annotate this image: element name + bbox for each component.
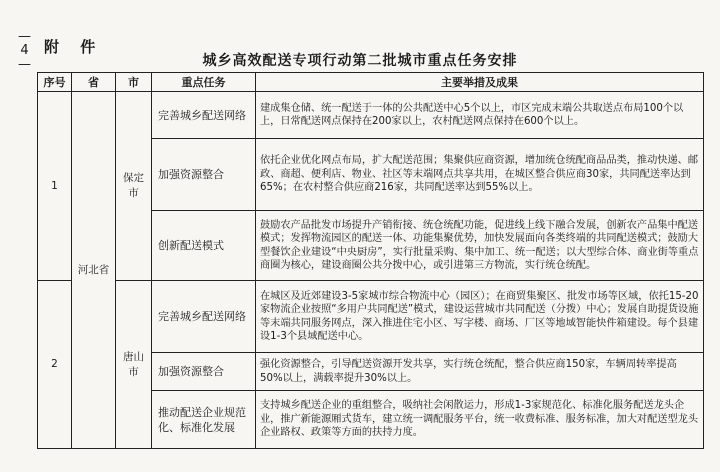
city-cell: 唐山市 <box>116 281 152 449</box>
document-title: 城乡高效配送专项行动第二批城市重点任务安排 <box>202 53 518 69</box>
task-cell: 完善城乡配送网络 <box>152 281 256 353</box>
task-cell: 加强资源整合 <box>152 353 256 391</box>
task-table <box>37 72 704 449</box>
seq-cell: 2 <box>38 281 72 449</box>
task-cell: 完善城乡配送网络 <box>152 92 256 139</box>
page-number: 4 <box>20 43 29 58</box>
result-cell: 鼓励农产品批发市场提升产销衔接、统仓统配功能，促进线上线下融合发展，创新农产品集中配送模式；发挥物流园区的配送一体、功能集聚优势，加快发展面向各类终端的共同配送模式；鼓励大型餐饮企业建设“中央厨房”，实行批量采购、集中加工、统一配送；以大型综合体、商业街等重点商圈为核心，建设商圈公共分拨中心，或引进第三方物流，实行统仓统配。 <box>256 211 704 281</box>
result-cell: 在城区及近郊建设3-5家城市综合物流中心（园区）；在商贸集聚区、批发市场等区域，依托15-20家物流企业按照“多用户共同配送”模式，建设运营城市共同配送（分拨）中心；发展自助提货设施等末端共同服务网点，深入推进住宅小区、写字楼、商场、厂区等地域智能快件箱建设。每个县建设1-3个县域配送中心。 <box>256 281 704 353</box>
header-city: 市 <box>116 73 152 92</box>
header-seq: 序号 <box>38 73 72 92</box>
header-result: 主要举措及成果 <box>256 73 704 92</box>
city-cell: 保定市 <box>116 92 152 281</box>
table-row <box>38 92 704 139</box>
table-header-row <box>38 73 704 92</box>
seq-cell: 1 <box>38 92 72 281</box>
header-province: 省 <box>72 73 116 92</box>
result-cell: 依托企业优化网点布局，扩大配送范围；集聚供应商资源，增加统仓统配商品品类，推动快递、邮政、商超、便利店、物业、社区等末端网点共享共用，在城区整合供应商30家，共同配送率达到65%；在农村整合供应商216家，共同配送率达到55%以上。 <box>256 139 704 211</box>
province-cell: 河北省 <box>72 92 116 449</box>
task-cell: 创新配送模式 <box>152 211 256 281</box>
dash-mark: — <box>18 29 31 44</box>
task-cell: 推动配送企业规范化、标准化发展 <box>152 391 256 449</box>
result-cell: 支持城乡配送企业的重组整合，吸纳社会闲散运力，形成1-3家规范化、标准化服务配送龙头企业，推广新能源厢式货车，建立统一调配服务平台，统一收费标准、服务标准，加大对配送型龙头企业路权、政策等方面的扶持力度。 <box>256 391 704 449</box>
task-cell: 加强资源整合 <box>152 139 256 211</box>
annex-label: 附 件 <box>44 38 104 56</box>
result-cell: 强化资源整合，引导配送资源开发共享，实行统仓统配，整合供应商150家，车辆周转率提高50%以上，满载率提升30%以上。 <box>256 353 704 391</box>
header-task: 重点任务 <box>152 73 256 92</box>
table-row <box>38 281 704 353</box>
dash-mark: — <box>18 57 31 72</box>
result-cell: 建成集仓储、统一配送于一体的公共配送中心5个以上，市区完成末端公共取送点布局100个以上，日常配送网点保持在200家以上，农村配送网点保持在600个以上。 <box>256 92 704 139</box>
